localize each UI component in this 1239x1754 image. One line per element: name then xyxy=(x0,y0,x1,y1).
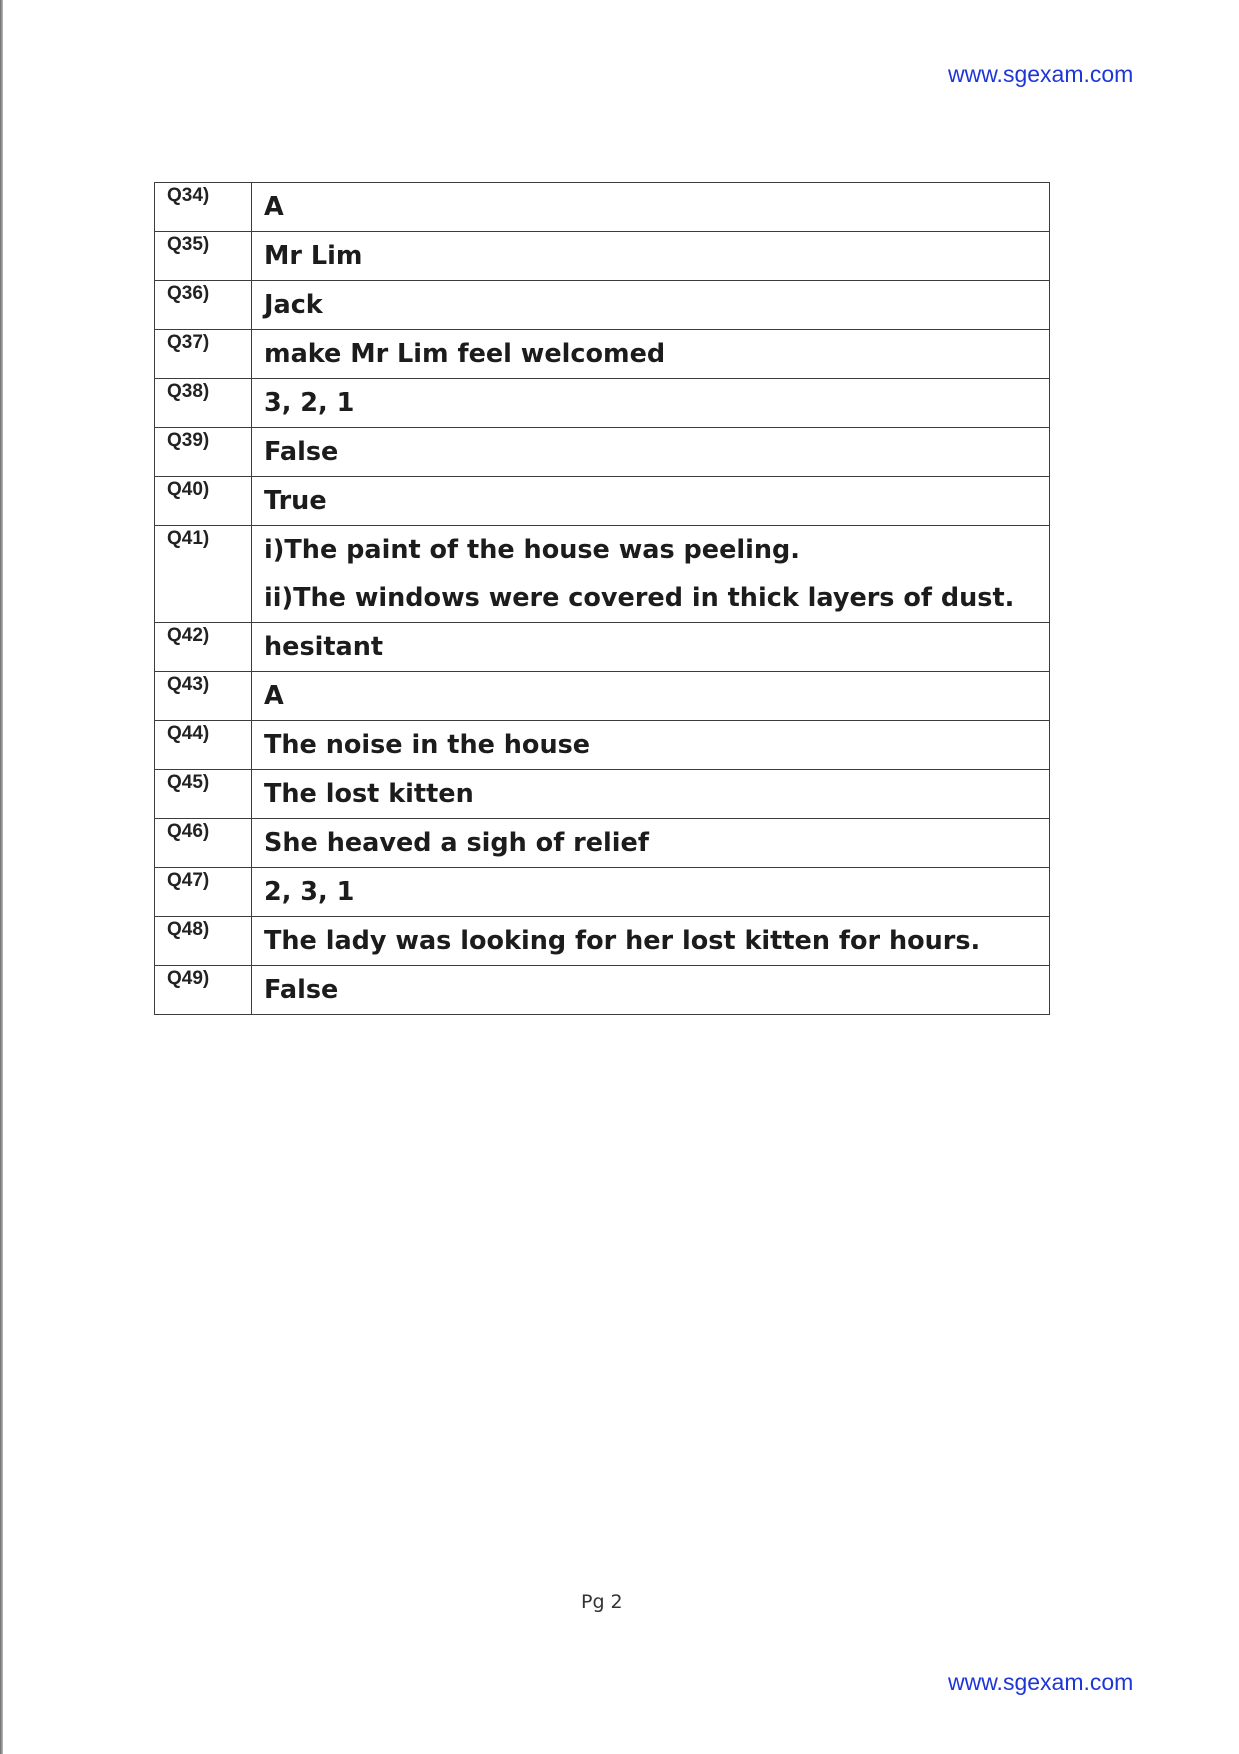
question-number: Q37) xyxy=(167,332,210,353)
answer-row xyxy=(155,770,1050,819)
answer-line: The lost kitten xyxy=(264,779,474,809)
answer-key-body xyxy=(155,183,1050,1015)
question-number-cell xyxy=(155,281,252,330)
question-number: Q45) xyxy=(167,772,210,793)
question-number-cell xyxy=(155,477,252,526)
answer-line: True xyxy=(264,486,327,516)
question-number-cell xyxy=(155,379,252,428)
answer-line: 3, 2, 1 xyxy=(264,388,355,418)
answer-cell xyxy=(252,868,1050,917)
answer-text xyxy=(252,428,1049,476)
question-number: Q39) xyxy=(167,430,210,451)
answer-text xyxy=(252,477,1049,525)
answer-line: A xyxy=(264,681,284,711)
answer-line: hesitant xyxy=(264,632,384,662)
answer-cell xyxy=(252,330,1050,379)
answer-line: The noise in the house xyxy=(264,730,591,760)
question-number-cell xyxy=(155,770,252,819)
answer-line: 2, 3, 1 xyxy=(264,877,355,907)
answer-row xyxy=(155,623,1050,672)
question-number: Q35) xyxy=(167,234,210,255)
answer-line: False xyxy=(264,437,339,467)
answer-line: make Mr Lim feel welcomed xyxy=(264,339,666,369)
answer-row xyxy=(155,379,1050,428)
answer-text xyxy=(252,819,1049,867)
answer-cell xyxy=(252,672,1050,721)
question-number-cell xyxy=(155,721,252,770)
answer-key-table xyxy=(154,182,1050,1015)
question-number: Q44) xyxy=(167,723,210,744)
answer-row xyxy=(155,428,1050,477)
question-number-cell xyxy=(155,966,252,1015)
answer-text xyxy=(252,232,1049,280)
question-number: Q38) xyxy=(167,381,210,402)
answer-text xyxy=(252,330,1049,378)
footer-site-link[interactable]: www.sgexam.com xyxy=(948,1669,1134,1695)
answer-text xyxy=(252,966,1049,1014)
question-number-cell xyxy=(155,868,252,917)
question-number-cell xyxy=(155,623,252,672)
answer-cell xyxy=(252,966,1050,1015)
answer-text xyxy=(252,379,1049,427)
answer-cell xyxy=(252,232,1050,281)
question-number: Q46) xyxy=(167,821,210,842)
question-number-cell xyxy=(155,428,252,477)
question-number-cell xyxy=(155,672,252,721)
question-number: Q47) xyxy=(167,870,210,891)
answer-row xyxy=(155,477,1050,526)
answer-row xyxy=(155,917,1050,966)
question-number-cell xyxy=(155,526,252,623)
answer-text xyxy=(252,526,1049,622)
question-number: Q40) xyxy=(167,479,210,500)
answer-row xyxy=(155,672,1050,721)
answer-text xyxy=(252,672,1049,720)
answer-line: i)The paint of the house was peeling. xyxy=(264,535,800,565)
answer-line: A xyxy=(264,192,284,222)
answer-text xyxy=(252,721,1049,769)
answer-text xyxy=(252,868,1049,916)
answer-cell xyxy=(252,281,1050,330)
question-number: Q48) xyxy=(167,919,210,940)
answer-cell xyxy=(252,428,1050,477)
question-number-cell xyxy=(155,330,252,379)
answer-cell xyxy=(252,819,1050,868)
answer-cell xyxy=(252,721,1050,770)
answer-text xyxy=(252,281,1049,329)
header-site-link[interactable]: www.sgexam.com xyxy=(948,61,1134,87)
answer-line: The lady was looking for her lost kitten for hours. xyxy=(264,926,981,956)
question-number: Q43) xyxy=(167,674,210,695)
answer-row xyxy=(155,232,1050,281)
answer-row xyxy=(155,526,1050,623)
answer-cell xyxy=(252,183,1050,232)
answer-line: She heaved a sigh of relief xyxy=(264,828,649,858)
question-number-cell xyxy=(155,917,252,966)
answer-line: False xyxy=(264,975,339,1005)
answer-text xyxy=(252,183,1049,231)
page-number: Pg 2 xyxy=(581,1591,623,1613)
question-number: Q49) xyxy=(167,968,210,989)
answer-text xyxy=(252,917,1049,965)
answer-line: Jack xyxy=(264,290,323,320)
answer-row xyxy=(155,966,1050,1015)
answer-row xyxy=(155,721,1050,770)
question-number-cell xyxy=(155,232,252,281)
question-number: Q41) xyxy=(167,528,210,549)
answer-row xyxy=(155,330,1050,379)
question-number: Q34) xyxy=(167,185,210,206)
answer-cell xyxy=(252,526,1050,623)
answer-row xyxy=(155,183,1050,232)
answer-cell xyxy=(252,477,1050,526)
answer-row xyxy=(155,868,1050,917)
question-number-cell xyxy=(155,819,252,868)
answer-cell xyxy=(252,770,1050,819)
answer-row xyxy=(155,819,1050,868)
answer-cell xyxy=(252,379,1050,428)
scan-page-edge xyxy=(0,0,3,1754)
question-number: Q42) xyxy=(167,625,210,646)
question-number-cell xyxy=(155,183,252,232)
answer-cell xyxy=(252,623,1050,672)
answer-line: Mr Lim xyxy=(264,241,363,271)
answer-text xyxy=(252,623,1049,671)
answer-row xyxy=(155,281,1050,330)
answer-cell xyxy=(252,917,1050,966)
answer-line: ii)The windows were covered in thick layers of dust. xyxy=(264,583,1015,613)
answer-text xyxy=(252,770,1049,818)
question-number: Q36) xyxy=(167,283,210,304)
